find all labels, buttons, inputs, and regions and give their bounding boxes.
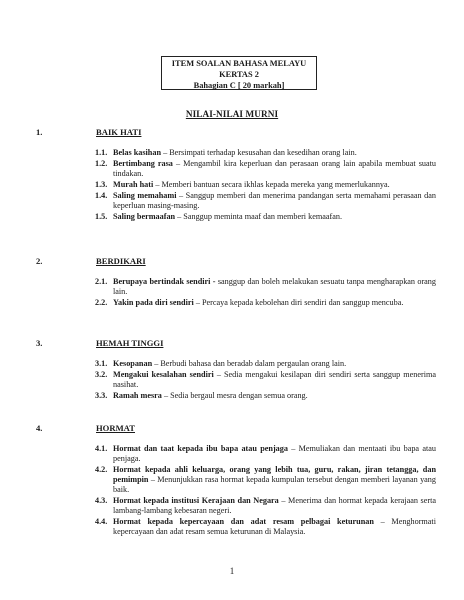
header-box xyxy=(161,56,317,90)
item-term: Hormat kepada ahli keluarga, orang yang lebih tua, guru, rakan, jiran tetangga, dan pemimpin xyxy=(113,465,436,485)
list-item xyxy=(36,180,436,190)
item-description: – Percaya kepada kebolehan diri sendiri dan sanggup mencuba. xyxy=(193,298,404,307)
list-item xyxy=(36,277,436,297)
item-description: – Memuliakan dan mentaati ibu bapa atau penjaga. xyxy=(113,444,436,464)
item-term: Bertimbang rasa xyxy=(113,158,173,168)
item-description: – Memberi bantuan secara ikhlas kepada mereka yang memerlukannya. xyxy=(153,179,390,189)
list-item xyxy=(36,465,436,496)
item-description: – Mengambil kira keperluan dan perasaan orang lain apabila membuat suatu tindakan. xyxy=(113,158,436,178)
section-heading xyxy=(36,256,436,270)
item-number: 2.1. xyxy=(95,277,108,286)
section-heading xyxy=(36,423,436,437)
item-number: 4.4. xyxy=(95,517,108,527)
item-term: Murah hati xyxy=(113,179,154,189)
item-term: Kesopanan xyxy=(113,359,153,368)
item-number: 3.1. xyxy=(95,359,108,368)
item-description: – Sanggup meminta maaf dan memberi kemaafan. xyxy=(175,211,342,221)
item-term: Hormat kepada kepercayaan dan adat resam pelbagai keturunan xyxy=(113,517,374,527)
item-term: Saling memahami xyxy=(113,190,177,200)
item-term: Saling bermaafan xyxy=(113,211,176,221)
item-description: – Menerima dan hormat kepada kerajaan serta lambang-lambang kebesaran negeri. xyxy=(113,496,436,516)
list-item xyxy=(36,496,436,516)
list-item xyxy=(36,298,436,308)
item-number: 3.2. xyxy=(95,369,108,379)
item-term: Hormat kepada institusi Kerajaan dan Negara xyxy=(113,496,279,506)
item-description: – Berbudi bahasa dan beradab dalam pergaulan orang lain. xyxy=(152,359,347,368)
list-item xyxy=(36,370,436,390)
page-number: 1 xyxy=(229,566,235,576)
item-description: – Menghormati kepercayaan dan adat resam semua keturunan di Malaysia. xyxy=(113,517,436,537)
item-number: 4.3. xyxy=(95,496,108,506)
item-term: Mengakui kesalahan sendiri xyxy=(113,369,214,379)
section-berdikari xyxy=(36,256,436,309)
list-item xyxy=(36,191,436,211)
section-number: 4. xyxy=(36,423,43,433)
item-description: – Menunjukkan rasa hormat kepada kumpulan tersebut dengan memberi layanan yang baik. xyxy=(113,475,436,495)
section-baik-hati xyxy=(36,127,436,222)
item-description: – Sedia mengakui kesilapan diri sendiri serta sanggup menerima nasihat. xyxy=(113,369,436,389)
item-description: – Bersimpati terhadap kesusahan dan kesedihan orang lain. xyxy=(161,148,357,157)
item-description: – Sanggup memberi dan menerima pandangan serta memahami perasaan dan keperluan masing-masing. xyxy=(113,190,436,210)
list-item xyxy=(36,212,436,222)
list-item xyxy=(36,148,436,158)
item-description: sanggup dan boleh melakukan sesuatu tanpa mengharapkan orang lain. xyxy=(113,277,436,297)
item-number: 4.2. xyxy=(95,465,108,474)
list-item xyxy=(36,359,436,369)
header-line-3: Bahagian C [ 20 markah] xyxy=(193,81,285,90)
section-number: 3. xyxy=(36,338,43,348)
item-number: 1.5. xyxy=(95,211,108,221)
item-number: 3.3. xyxy=(95,390,108,400)
section-hormat xyxy=(36,423,436,538)
list-item xyxy=(36,159,436,179)
list-item xyxy=(36,444,436,464)
section-heading xyxy=(36,127,436,141)
item-number: 1.1. xyxy=(95,148,108,157)
section-title: BAIK HATI xyxy=(96,127,142,137)
item-description: – Sedia bergaul mesra dengan semua orang. xyxy=(161,390,308,400)
item-number: 1.4. xyxy=(95,190,108,200)
section-title: HEMAH TINGGI xyxy=(96,338,164,348)
section-title: BERDIKARI xyxy=(96,256,146,266)
header-line-2: KERTAS 2 xyxy=(219,70,259,79)
list-item xyxy=(36,517,436,537)
item-number: 1.3. xyxy=(95,179,108,189)
item-term: Berupaya bertindak sendiri - xyxy=(113,277,216,286)
item-term: Yakin pada diri sendiri xyxy=(113,298,194,307)
item-number: 1.2. xyxy=(95,158,108,168)
section-number: 1. xyxy=(36,127,43,137)
document-subtitle: NILAI-NILAI MURNI xyxy=(185,109,279,119)
section-number: 2. xyxy=(36,256,43,266)
item-number: 2.2. xyxy=(95,298,108,307)
item-term: Hormat dan taat kepada ibu bapa atau penjaga xyxy=(113,444,288,453)
item-term: Belas kasihan xyxy=(113,148,162,157)
header-line-1: ITEM SOALAN BAHASA MELAYU xyxy=(171,59,307,68)
section-title: HORMAT xyxy=(96,423,135,433)
section-hemah-tinggi xyxy=(36,338,436,402)
item-term: Ramah mesra xyxy=(113,390,162,400)
section-heading xyxy=(36,338,436,352)
item-number: 4.1. xyxy=(95,444,108,453)
list-item xyxy=(36,391,436,401)
